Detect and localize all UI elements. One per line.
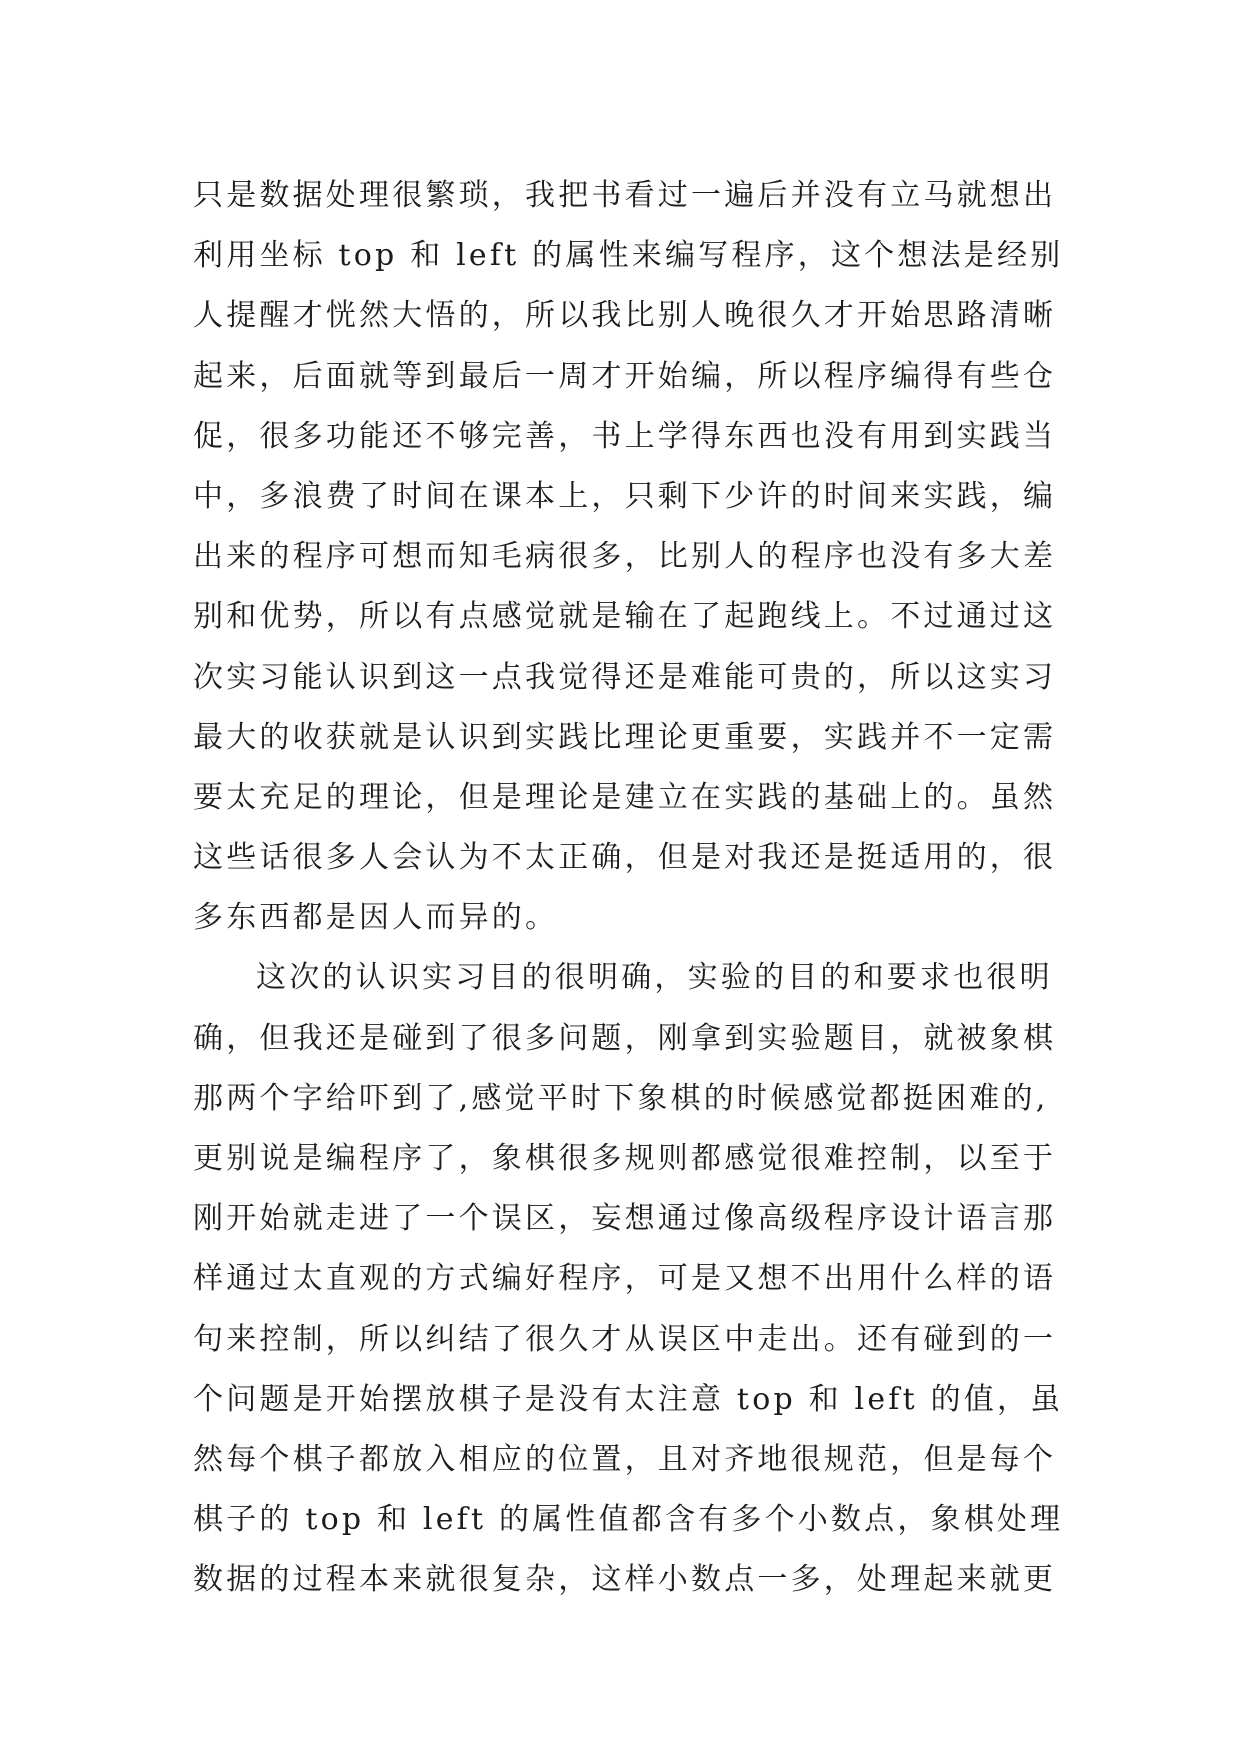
- paragraph-2: [193, 948, 1064, 1610]
- text-line: 刚开始就走进了一个误区，妄想通过像高级程序设计语言那: [193, 1201, 1057, 1237]
- text-line: 最大的收获就是认识到实践比理论更重要，实践并不一定需: [193, 719, 1057, 755]
- text-line: 多东西都是因人而异的。: [193, 900, 559, 936]
- text-line: 样通过太直观的方式编好程序，可是又想不出用什么样的语: [193, 1261, 1057, 1297]
- text-line: 利用坐标 top 和 left 的属性来编写程序，这个想法是经别: [193, 238, 1064, 274]
- document-body: [193, 166, 1064, 1611]
- text-line: 要太充足的理论，但是理论是建立在实践的基础上的。虽然: [193, 779, 1057, 815]
- text-line: 棋子的 top 和 left 的属性值都含有多个小数点，象棋处理: [193, 1502, 1064, 1538]
- text-line: 确，但我还是碰到了很多问题，刚拿到实验题目，就被象棋: [193, 1020, 1057, 1056]
- text-line: 起来，后面就等到最后一周才开始编，所以程序编得有些仓: [193, 358, 1057, 394]
- text-line: 数据的过程本来就很复杂，这样小数点一多，处理起来就更: [193, 1562, 1057, 1598]
- text-line: 只是数据处理很繁琐，我把书看过一遍后并没有立马就想出: [193, 178, 1057, 213]
- text-line: 中，多浪费了时间在课本上，只剩下少许的时间来实践，编: [193, 478, 1057, 514]
- text-line-indented: 这次的认识实习目的很明确，实验的目的和要求也很明: [256, 960, 1053, 996]
- text-line: 更别说是编程序了，象棋很多规则都感觉很难控制，以至于: [193, 1141, 1057, 1176]
- text-line: 这些话很多人会认为不太正确，但是对我还是挺适用的，很: [193, 840, 1057, 876]
- paragraph-1: [193, 166, 1064, 948]
- text-line: 次实习能认识到这一点我觉得还是难能可贵的，所以这实习: [193, 659, 1057, 695]
- text-line: 个问题是开始摆放棋子是没有太注意 top 和 left 的值，虽: [193, 1381, 1064, 1417]
- text-line: 人提醒才恍然大悟的，所以我比别人晚很久才开始思路清晰: [193, 298, 1057, 334]
- text-line: 句来控制，所以纠结了很久才从误区中走出。还有碰到的一: [193, 1321, 1057, 1357]
- text-line: 那两个字给吓到了,感觉平时下象棋的时候感觉都挺困难的,: [193, 1080, 1049, 1116]
- text-line: 促，很多功能还不够完善，书上学得东西也没有用到实践当: [193, 418, 1057, 454]
- text-line: 然每个棋子都放入相应的位置，且对齐地很规范，但是每个: [193, 1441, 1057, 1477]
- text-line: 出来的程序可想而知毛病很多，比别人的程序也没有多大差: [193, 539, 1057, 575]
- text-line: 别和优势，所以有点感觉就是输在了起跑线上。不过通过这: [193, 599, 1057, 635]
